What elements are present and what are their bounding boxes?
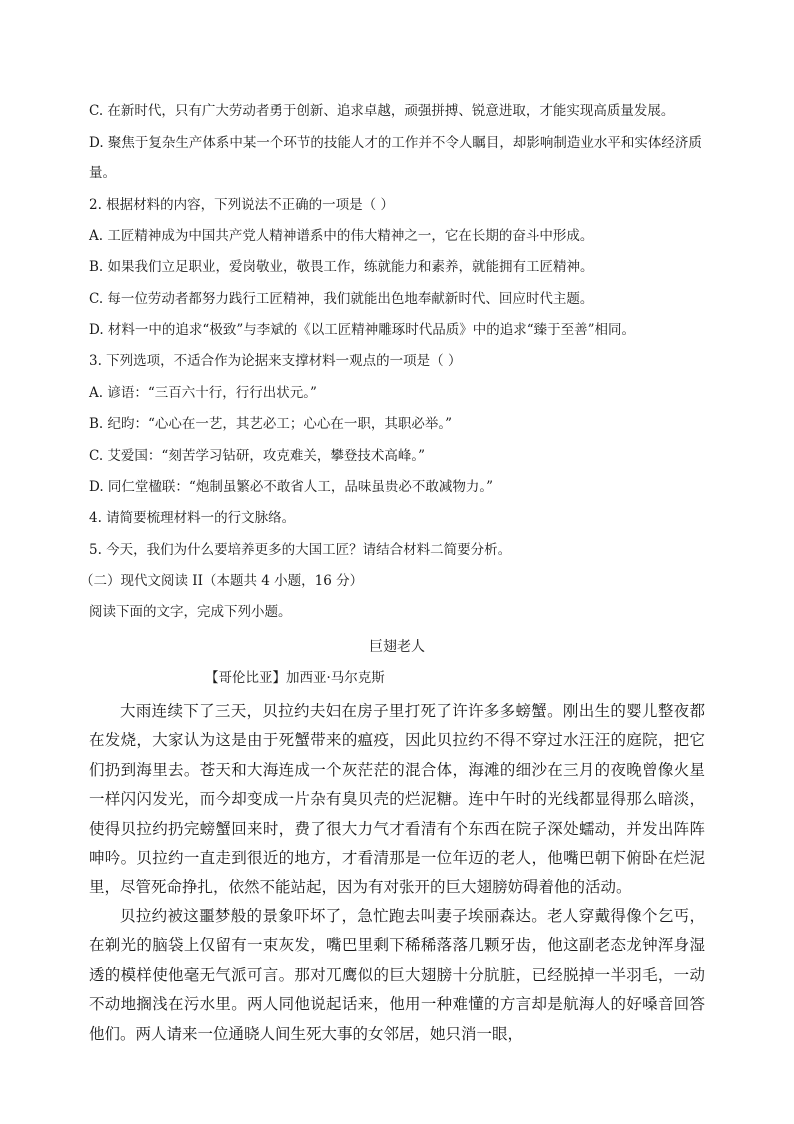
story-paragraph-1: 大雨连续下了三天，贝拉约夫妇在房子里打死了许许多多螃蟹。刚出生的婴儿整夜都在发烧，大家认为这是由于死蟹带来的瘟疫，因此贝拉约不得不穿过水汪汪的庭院，把它们扔到海里去。苍天和大海连成一个灰茫茫的混合体，海滩的细沙在三月的夜晚曾像火星一样闪闪发光，而今却变成一片杂有臭贝壳的烂泥糖。连中午时的光线都显得那么暗淡，使得贝拉约扔完螃蟹回来时，费了很大力气才看清有个东西在院子深处蠕动，并发出阵阵呻吟。贝拉约一直走到很近的地方，才看清那是一位年迈的老人，他嘴巴朝下俯卧在烂泥里，尽管死命挣扎，依然不能站起，因为有对张开的巨大翅膀妨碍着他的活动。 xyxy=(89,702,705,897)
question4-stem: 4. 请简要梳理材料一的行文脉络。 xyxy=(89,510,296,526)
story-title: 巨翅老人 xyxy=(369,639,425,655)
question2-option-a: A. 工匠精神成为中国共产党人精神谱系中的伟大精神之一，它在长期的奋斗中形成。 xyxy=(89,228,594,244)
question3-option-d: D. 同仁堂楹联：“炮制虽繁必不敢省人工，品味虽贵必不敢减物力。” xyxy=(89,479,493,495)
question2-option-b: B. 如果我们立足职业，爱岗敬业，敬畏工作，练就能力和素养，就能拥有工匠精神。 xyxy=(89,259,594,275)
question5-stem: 5. 今天，我们为什么要培养更多的大国工匠？请结合材料二简要分析。 xyxy=(89,542,512,558)
question3-option-b: B. 纪昀：“心心在一艺，其艺必工；心心在一职，其职必举。” xyxy=(89,416,453,432)
question1-option-d-continued: 量。 xyxy=(89,165,116,181)
question3-stem: 3. 下列选项，不适合作为论据来支撑材料一观点的一项是（ ） xyxy=(89,353,462,369)
question3-option-c: C. 艾爱国：“刻苦学习钻研，攻克难关，攀登技术高峰。” xyxy=(89,448,425,464)
question2-option-c: C. 每一位劳动者都努力践行工匠精神，我们就能出色地奉献新时代、回应时代主题。 xyxy=(89,291,594,307)
question1-option-d: D. 聚焦于复杂生产体系中某一个环节的技能人才的工作并不令人瞩目，却影响制造业水平和实体经济质 xyxy=(89,135,702,151)
reading-instruction: 阅读下面的文字，完成下列小题。 xyxy=(89,604,292,620)
story-author: 【哥伦比亚】加西亚·马尔克斯 xyxy=(205,670,385,686)
question2-option-d: D. 材料一中的追求“极致”与李斌的《以工匠精神雕琢时代品质》中的追求“臻于至善”相同。 xyxy=(89,322,636,338)
question1-option-c: C. 在新时代，只有广大劳动者勇于创新、追求卓越，顽强拼搏、锐意进取，才能实现高质量发展。 xyxy=(89,103,675,119)
question2-stem: 2. 根据材料的内容，下列说法不正确的一项是（ ） xyxy=(89,197,394,213)
section-heading: （二）现代文阅读 II（本题共 4 小题，16 分） xyxy=(80,573,364,589)
story-paragraph-2: 贝拉约被这噩梦般的景象吓坏了，急忙跑去叫妻子埃丽森达。老人穿戴得像个乞丐，在剃光的脑袋上仅留有一束灰发，嘴巴里剩下稀稀落落几颗牙齿，他这副老态龙钟浑身湿透的模样使他毫无气派可言。那对兀鹰似的巨大翅膀十分肮脏，已经脱掉一半羽毛，一动不动地搁浅在污水里。两人同他说起话来，他用一种难懂的方言却是航海人的好嗓音回答他们。两人请来一位通晓人间生死大事的女邻居，她只消一眼， xyxy=(89,907,705,1043)
question3-option-a: A. 谚语：“三百六十行，行行出状元。” xyxy=(89,385,317,401)
